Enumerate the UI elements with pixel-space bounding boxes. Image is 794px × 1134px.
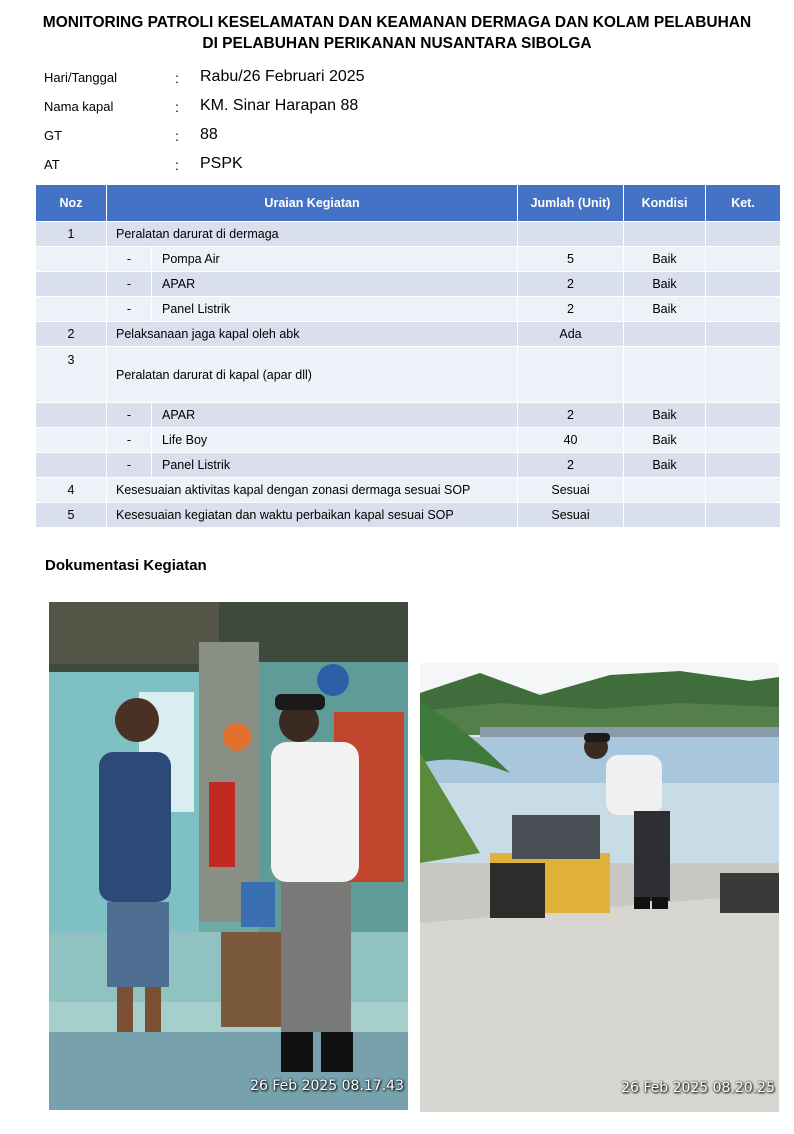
cell-note (706, 272, 781, 297)
documentation-photo-2 (420, 663, 779, 1112)
cell-item: Life Boy (152, 428, 518, 453)
cell-note (706, 222, 781, 247)
cell-quantity: Sesuai (518, 503, 624, 528)
cell-no (36, 297, 107, 322)
cell-dash: - (107, 247, 152, 272)
cell-condition: Baik (624, 403, 706, 428)
cell-no (36, 453, 107, 478)
photo-ship-interior (49, 602, 408, 1110)
cell-no: 2 (36, 322, 107, 347)
table-row (36, 478, 781, 503)
info-label: AT (44, 157, 60, 172)
cell-dash: - (107, 297, 152, 322)
cell-item: Kesesuaian kegiatan dan waktu perbaikan kapal sesuai SOP (107, 503, 518, 528)
photo-dockside (420, 663, 779, 1112)
table-row (36, 428, 781, 453)
header-no: Noz (36, 185, 107, 222)
info-colon: : (175, 70, 179, 86)
activity-table (35, 184, 781, 528)
info-colon: : (175, 128, 179, 144)
cell-condition: Baik (624, 428, 706, 453)
info-label: Nama kapal (44, 99, 114, 114)
cell-dash: - (107, 428, 152, 453)
cell-no: 1 (36, 222, 107, 247)
cell-item: APAR (152, 272, 518, 297)
cell-quantity: Ada (518, 322, 624, 347)
table-row (36, 453, 781, 478)
header-quantity: Jumlah (Unit) (518, 185, 624, 222)
cell-condition (624, 222, 706, 247)
cell-item: Peralatan darurat di kapal (apar dll) (107, 347, 518, 403)
cell-note (706, 297, 781, 322)
cell-condition (624, 503, 706, 528)
cell-dash: - (107, 272, 152, 297)
table-row (36, 272, 781, 297)
document-title (0, 12, 794, 54)
cell-note (706, 453, 781, 478)
cell-quantity (518, 347, 624, 403)
cell-condition: Baik (624, 453, 706, 478)
table-row (36, 503, 781, 528)
info-colon: : (175, 157, 179, 173)
title-line-2: DI PELABUHAN PERIKANAN NUSANTARA SIBOLGA (202, 35, 592, 52)
header-description: Uraian Kegiatan (107, 185, 518, 222)
cell-quantity: Sesuai (518, 478, 624, 503)
cell-item: Pelaksanaan jaga kapal oleh abk (107, 322, 518, 347)
header-condition: Kondisi (624, 185, 706, 222)
cell-item: APAR (152, 403, 518, 428)
table-row (36, 247, 781, 272)
cell-quantity: 2 (518, 297, 624, 322)
cell-note (706, 347, 781, 403)
cell-dash: - (107, 453, 152, 478)
cell-no: 3 (36, 347, 107, 403)
cell-no (36, 428, 107, 453)
cell-condition (624, 478, 706, 503)
cell-item: Kesesuaian aktivitas kapal dengan zonasi dermaga sesuai SOP (107, 478, 518, 503)
table-header-row (36, 185, 781, 222)
cell-no: 5 (36, 503, 107, 528)
cell-note (706, 503, 781, 528)
info-value: 88 (200, 126, 218, 143)
info-label: GT (44, 128, 63, 143)
cell-condition (624, 322, 706, 347)
cell-quantity: 2 (518, 272, 624, 297)
cell-item: Panel Listrik (152, 453, 518, 478)
documentation-heading: Dokumentasi Kegiatan (45, 557, 207, 574)
cell-note (706, 403, 781, 428)
cell-no (36, 403, 107, 428)
cell-condition: Baik (624, 272, 706, 297)
info-colon: : (175, 99, 179, 115)
cell-no (36, 247, 107, 272)
cell-quantity (518, 222, 624, 247)
cell-dash: - (107, 403, 152, 428)
cell-no (36, 272, 107, 297)
cell-quantity: 2 (518, 453, 624, 478)
cell-item: Peralatan darurat di dermaga (107, 222, 518, 247)
cell-quantity: 5 (518, 247, 624, 272)
cell-item: Panel Listrik (152, 297, 518, 322)
table-row (36, 297, 781, 322)
info-label: Hari/Tanggal (44, 70, 117, 85)
header-note: Ket. (706, 185, 781, 222)
documentation-photo-1 (49, 602, 408, 1110)
cell-note (706, 428, 781, 453)
cell-condition: Baik (624, 297, 706, 322)
cell-note (706, 247, 781, 272)
info-value: KM. Sinar Harapan 88 (200, 97, 359, 114)
photo-2-timestamp: 26 Feb 2025 08.20.25 (621, 1080, 775, 1096)
cell-condition (624, 347, 706, 403)
table-row (36, 347, 781, 403)
cell-no: 4 (36, 478, 107, 503)
table-row (36, 403, 781, 428)
cell-note (706, 322, 781, 347)
table-row (36, 322, 781, 347)
cell-quantity: 40 (518, 428, 624, 453)
cell-quantity: 2 (518, 403, 624, 428)
cell-condition: Baik (624, 247, 706, 272)
table-row (36, 222, 781, 247)
info-value: PSPK (200, 155, 243, 172)
photo-1-timestamp: 26 Feb 2025 08.17.43 (250, 1078, 404, 1094)
cell-note (706, 478, 781, 503)
cell-item: Pompa Air (152, 247, 518, 272)
title-line-1: MONITORING PATROLI KESELAMATAN DAN KEAMANAN DERMAGA DAN KOLAM PELABUHAN (42, 14, 752, 31)
info-value: Rabu/26 Februari 2025 (200, 68, 365, 85)
